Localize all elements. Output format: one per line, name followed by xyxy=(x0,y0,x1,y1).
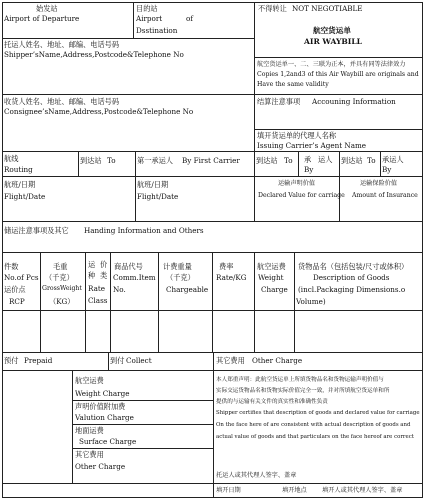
rate-class-header-2: 价 xyxy=(100,260,108,269)
agent-signature-label: 填开人或其代理人签字、盖章 xyxy=(322,487,403,494)
chargeable-header-1: 计费重量 xyxy=(163,262,192,271)
to-3-label-en: To xyxy=(367,156,376,165)
weight-charge-header-2: Weight xyxy=(258,273,284,282)
divider xyxy=(72,424,213,425)
other-charges-cn: 其它费用 xyxy=(75,450,104,459)
to-1-label-en: To xyxy=(107,156,116,165)
divider xyxy=(2,221,422,222)
divider xyxy=(2,151,422,152)
rate-class-header-4: 类 xyxy=(100,271,108,280)
divider xyxy=(158,252,159,352)
shipper-label-en: Shipper’sName,Address,Postcode&Telephone No xyxy=(4,50,184,59)
divider xyxy=(78,151,79,176)
certification-en-3: actual value of goods and that particulars on the face hereof are correct xyxy=(216,434,414,440)
certification-en-1: Shipper certifies that description of goods and declared value for carriage xyxy=(216,410,420,416)
valuation-charge-cn: 声明价值附加费 xyxy=(75,402,126,411)
prepaid-label-en: Prepaid xyxy=(24,356,53,365)
rate-class-header-5: Rate xyxy=(88,284,106,293)
fill-place-label: 填开地点 xyxy=(282,487,307,494)
insurance-amount-en: Amount of Insurance xyxy=(352,192,418,199)
divider xyxy=(2,38,254,39)
commodity-header-3: No. xyxy=(113,285,126,294)
chargeable-header-2: （千克） xyxy=(166,273,195,282)
divider xyxy=(2,94,422,95)
divider xyxy=(85,252,86,352)
routing-label-en: Routing xyxy=(4,165,33,174)
flight-date-2-cn: 航班/日期 xyxy=(137,180,169,189)
weight-charge-en: Weight Charge xyxy=(75,389,130,398)
pieces-header-3: 运价点 xyxy=(4,285,26,294)
destination-label-en-3: Dsstination xyxy=(136,26,178,35)
divider xyxy=(2,176,422,177)
divider xyxy=(72,370,73,483)
shipper-label-cn: 托运人姓名、地址、邮编、电话号码 xyxy=(4,40,120,49)
waybill-title-cn: 航空货运单 xyxy=(313,26,351,35)
consignee-label-cn: 收货人姓名、地址、邮编、电话号码 xyxy=(4,97,120,106)
rate-header-2: Rate/KG xyxy=(216,273,247,282)
accounting-label-en: Accouning Information xyxy=(312,97,396,106)
divider xyxy=(213,352,214,370)
divider xyxy=(339,151,340,221)
flight-date-1-cn: 航班/日期 xyxy=(4,180,36,189)
handling-label-cn: 储运注意事项及其它 xyxy=(4,226,69,235)
commodity-header-1: 商品代号 xyxy=(114,262,143,271)
divider xyxy=(133,2,134,39)
fill-date-label: 填开日期 xyxy=(216,487,241,494)
carrier-1-label-cn: 承 xyxy=(304,155,312,164)
commodity-header-2: Comm.Item xyxy=(113,273,156,282)
chargeable-header-3: Chargeable xyxy=(166,285,209,294)
declared-value-en: Declared Value for carriage xyxy=(258,192,345,199)
rate-class-header-3: 种 xyxy=(88,271,96,280)
gross-weight-header-2: （千克） xyxy=(45,273,74,282)
outer-border-left xyxy=(2,2,3,498)
other-charge-label-en: Other Charge xyxy=(252,356,303,365)
to-2-label-cn: 到达站 xyxy=(256,156,278,165)
surface-charge-cn: 地面运费 xyxy=(75,426,104,435)
to-3-label-cn: 到达站 xyxy=(341,156,363,165)
issuing-agent-label-en: Issuing Carrier’s Agent Name xyxy=(257,141,367,150)
collect-label-cn: 到付 xyxy=(110,356,125,365)
weight-charge-header-3: Charge xyxy=(261,285,288,294)
destination-label-en-1: Airport xyxy=(136,14,163,23)
copies-note-1: 航空货运单一、二、三联为正本，并具有同等法律效力 xyxy=(257,61,406,68)
to-1-label-cn: 到达站 xyxy=(80,156,102,165)
pieces-header-1: 件数 xyxy=(4,262,19,271)
divider xyxy=(40,252,41,352)
divider xyxy=(380,151,381,176)
outer-border-top xyxy=(2,2,423,3)
divider xyxy=(2,352,422,353)
departure-label-cn: 始发站 xyxy=(36,4,58,13)
collect-label-en: Collect xyxy=(126,356,152,365)
weight-charge-cn: 航空运费 xyxy=(75,376,104,385)
other-charges-en: Other Charge xyxy=(75,462,126,471)
divider xyxy=(213,370,214,498)
goods-header-1: 货物品名（包括包装/尺寸或体积） xyxy=(298,262,409,271)
gross-weight-header-1: 毛重 xyxy=(53,262,68,271)
flight-date-1-en: Flight/Date xyxy=(4,192,46,201)
goods-header-4: Volume) xyxy=(296,297,326,306)
departure-label-en: Airport of Departure xyxy=(4,14,80,23)
handling-label-en: Handing Information and Others xyxy=(84,226,204,235)
accounting-label-cn: 结算注意事项 xyxy=(257,97,301,106)
copies-note-3: Have the same validity xyxy=(257,81,329,88)
divider xyxy=(254,57,422,58)
certification-cn-2: 实际交运货物品名和货物实际价值完全一致，并对所填航空货运单和所 xyxy=(216,388,390,394)
certification-en-2: On the face here of are consistent with actual description of goods and xyxy=(216,422,411,428)
surface-charge-en: Surface Charge xyxy=(79,437,137,446)
issuing-agent-label-cn: 填开货运单的代理人名称 xyxy=(257,131,337,140)
shipper-signature-label: 托运人或其代理人签字、盖章 xyxy=(216,472,297,479)
first-carrier-label-cn: 第一承运人 xyxy=(137,156,173,165)
gross-weight-header-3: GrossWeight xyxy=(42,285,82,292)
pieces-header-2: No.of Pcs xyxy=(4,273,39,282)
carrier-2-label-cn: 承运人 xyxy=(382,155,404,164)
goods-header-3: (incl.Packaging Dimensions.o xyxy=(298,285,406,294)
destination-label-en-2: of xyxy=(186,14,193,23)
not-negotiable-cn: 不得转让 xyxy=(258,4,287,13)
waybill-title-en: AIR WAYBILL xyxy=(304,37,363,46)
gross-weight-header-4: （KG） xyxy=(49,297,75,306)
rate-header-1: 费率 xyxy=(219,262,234,271)
divider xyxy=(254,151,255,221)
divider xyxy=(72,448,213,449)
divider xyxy=(135,151,136,221)
rate-class-header-1: 运 xyxy=(88,260,96,269)
certification-cn-3: 提供的与运输有关文件的真实性和准确性负责 xyxy=(216,399,328,405)
declared-value-cn: 运输声明价值 xyxy=(278,180,316,187)
first-carrier-label-en: By First Carrier xyxy=(182,156,240,165)
divider xyxy=(72,400,213,401)
outer-border-right xyxy=(422,2,423,498)
routing-label-cn: 航线 xyxy=(4,154,19,163)
goods-header-2: Description of Goods xyxy=(313,273,390,282)
carrier-2-label-en: By xyxy=(382,165,392,174)
divider xyxy=(254,129,422,130)
carrier-1-label-en: By xyxy=(304,165,314,174)
divider xyxy=(2,310,422,311)
divider xyxy=(294,252,295,352)
rate-class-header-6: Class xyxy=(88,296,108,305)
not-negotiable-en: NOT NEGOTIABLE xyxy=(292,4,363,13)
divider xyxy=(212,252,213,352)
consignee-label-en: Consignee’sName,Address,Postcode&Telephone No xyxy=(4,107,194,116)
divider xyxy=(298,151,299,176)
prepaid-label-cn: 预付 xyxy=(4,356,19,365)
divider xyxy=(110,252,111,352)
valuation-charge-en: Valution Charge xyxy=(75,413,134,422)
divider xyxy=(108,352,109,370)
divider xyxy=(254,252,255,352)
destination-label-cn: 目的站 xyxy=(136,4,158,13)
other-charge-label-cn: 其它费用 xyxy=(216,356,245,365)
carrier-1-label-cn-2: 运人 xyxy=(318,155,333,164)
insurance-amount-cn: 运输保险价值 xyxy=(360,180,398,187)
flight-date-2-en: Flight/Date xyxy=(137,192,179,201)
copies-note-2: Copies 1,2and3 of this Air Waybill are originals and xyxy=(257,71,419,78)
divider xyxy=(2,370,422,371)
pieces-header-4: RCP xyxy=(9,297,25,306)
weight-charge-header-1: 航空运费 xyxy=(257,262,286,271)
certification-cn-1: 本人郑重声明：此航空货运单上所填货物品名和货物运输声明价值与 xyxy=(216,377,384,383)
divider xyxy=(2,483,422,484)
to-2-label-en: To xyxy=(284,156,293,165)
